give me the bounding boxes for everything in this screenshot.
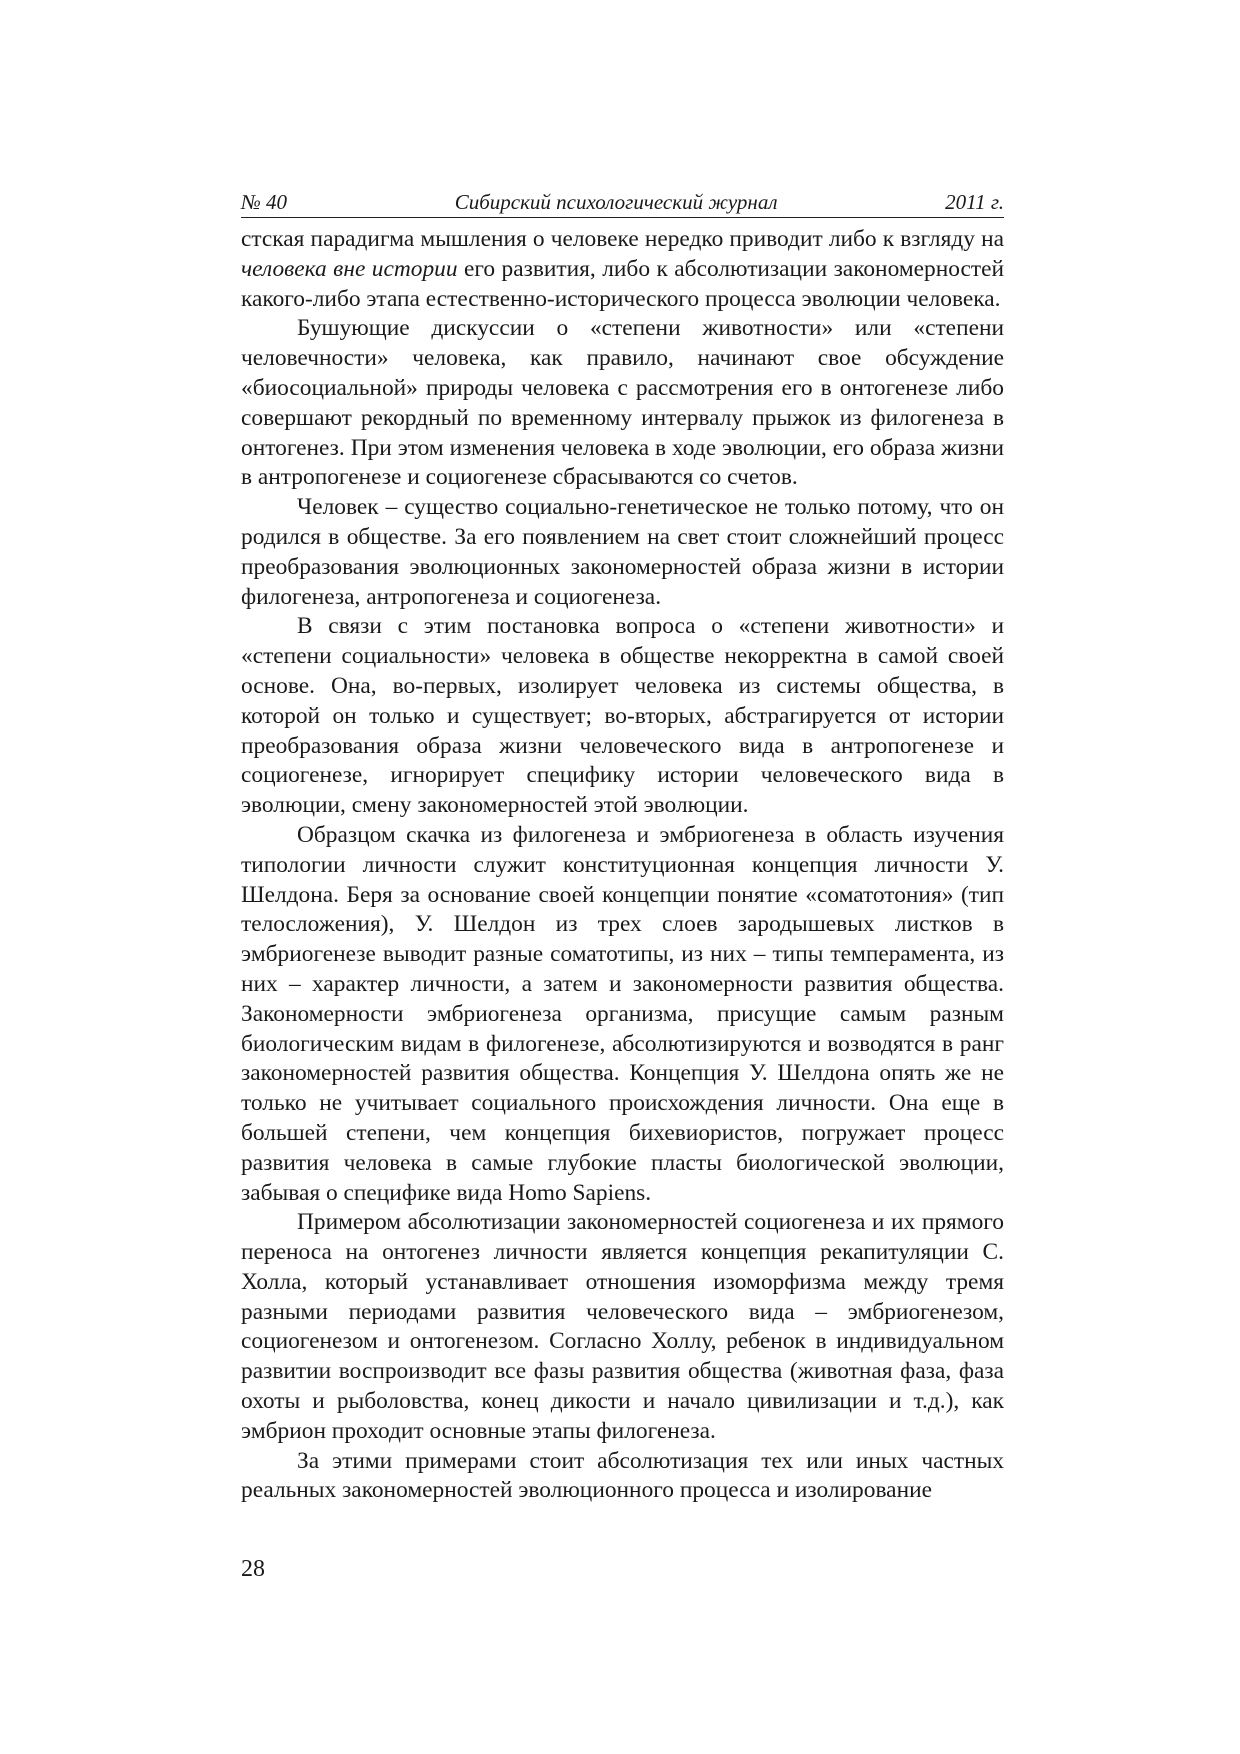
paragraph: За этими примерами стоит абсолютизация тех или иных частных реальных закономерностей эволюционного процесса и изолирование — [241, 1447, 1004, 1504]
page-body — [241, 190, 1004, 1506]
publication-year: 2011 г. — [945, 190, 1004, 214]
journal-title: Сибирский психологический журнал — [454, 190, 778, 214]
paragraph: В связи с этим постановка вопроса о «степени животности» и «степени социальности» человека в обществе некорректна в самой своей основе. Она, во-первых, изолирует человека из системы общества, в которой он только и существует; во-вторых, абстрагируется от истории преобразования образа жизни человеческого вида в антропогенезе и социогенезе, игнорирует специфику истории человеческого вида в эволюции, смену закономерностей этой эволюции. — [241, 613, 1004, 819]
paragraph-continuation — [241, 225, 1004, 314]
paragraph: Примером абсолютизации закономерностей социогенеза и их прямого переноса на онтогенез личности является концепция рекапитуляции С. Холла, который устанавливает отношения изоморфизма между тремя разными периодами развития человеческого вида – эмбриогенезом, социогенезом и онтогенезом. Согласно Холлу, ребенок в индивидуальном развитии воспроизводит все фазы развития общества (животная фаза, фаза охоты и рыболовства, конец дикости и начало цивилизации и т.д.), как эмбрион проходит основные этапы филогенеза. — [241, 1209, 1004, 1444]
paragraph-text: его развития, либо к абсолютизации закономерностей какого-либо этапа естественно-исторического процесса эволюции человека. — [241, 255, 1005, 312]
paragraph-text: стская парадигма мышления о человеке нередко приводит либо к взгляду на — [241, 226, 1004, 252]
paragraph: Бушующие дискуссии о «степени животности» или «степени человечности» человека, как правило, начинают свое обсуждение «биосоциальной» природы человека с рассмотрения его в онтогенезе либо совершают рекордный по временному интервалу прыжок из филогенеза в онтогенез. При этом изменения человека в ходе эволюции, его образа жизни в антропогенезе и социогенезе сбрасываются со счетов. — [241, 315, 1004, 491]
article-text — [241, 225, 1004, 1506]
page-number: 28 — [241, 1556, 265, 1582]
issue-number: № 40 — [241, 190, 288, 214]
paragraph: Образцом скачка из филогенеза и эмбриогенеза в область изучения типологии личности служит конституционная концепция личности У. Шелдона. Беря за основание своей концепции понятие «соматотония» (тип телосложения), У. Шелдон из трех слоев зародышевых листков в эмбриогенезе выводит разные соматотипы, из них – типы темперамента, из них – характер личности, а затем и закономерности развития общества. Закономерности эмбриогенеза организма, присущие самым разным биологическим видам в филогенезе, абсолютизируются и возводятся в ранг закономерностей развития общества. Концепция У. Шелдона опять же не только не учитывает социального происхождения личности. Она еще в большей степени, чем концепция бихевиористов, погружает процесс развития человека в самые глубокие пласты биологической эволюции, забывая о специфике вида Homo Sapiens. — [241, 821, 1004, 1206]
running-head — [241, 190, 1004, 218]
paragraph: Человек – существо социально-генетическое не только потому, что он родился в обществе. За его появлением на свет стоит сложнейший процесс преобразования эволюционных закономерностей образа жизни в истории филогенеза, антропогенеза и социогенеза. — [241, 494, 1004, 610]
emphasis-text: человека вне истории — [241, 255, 458, 282]
